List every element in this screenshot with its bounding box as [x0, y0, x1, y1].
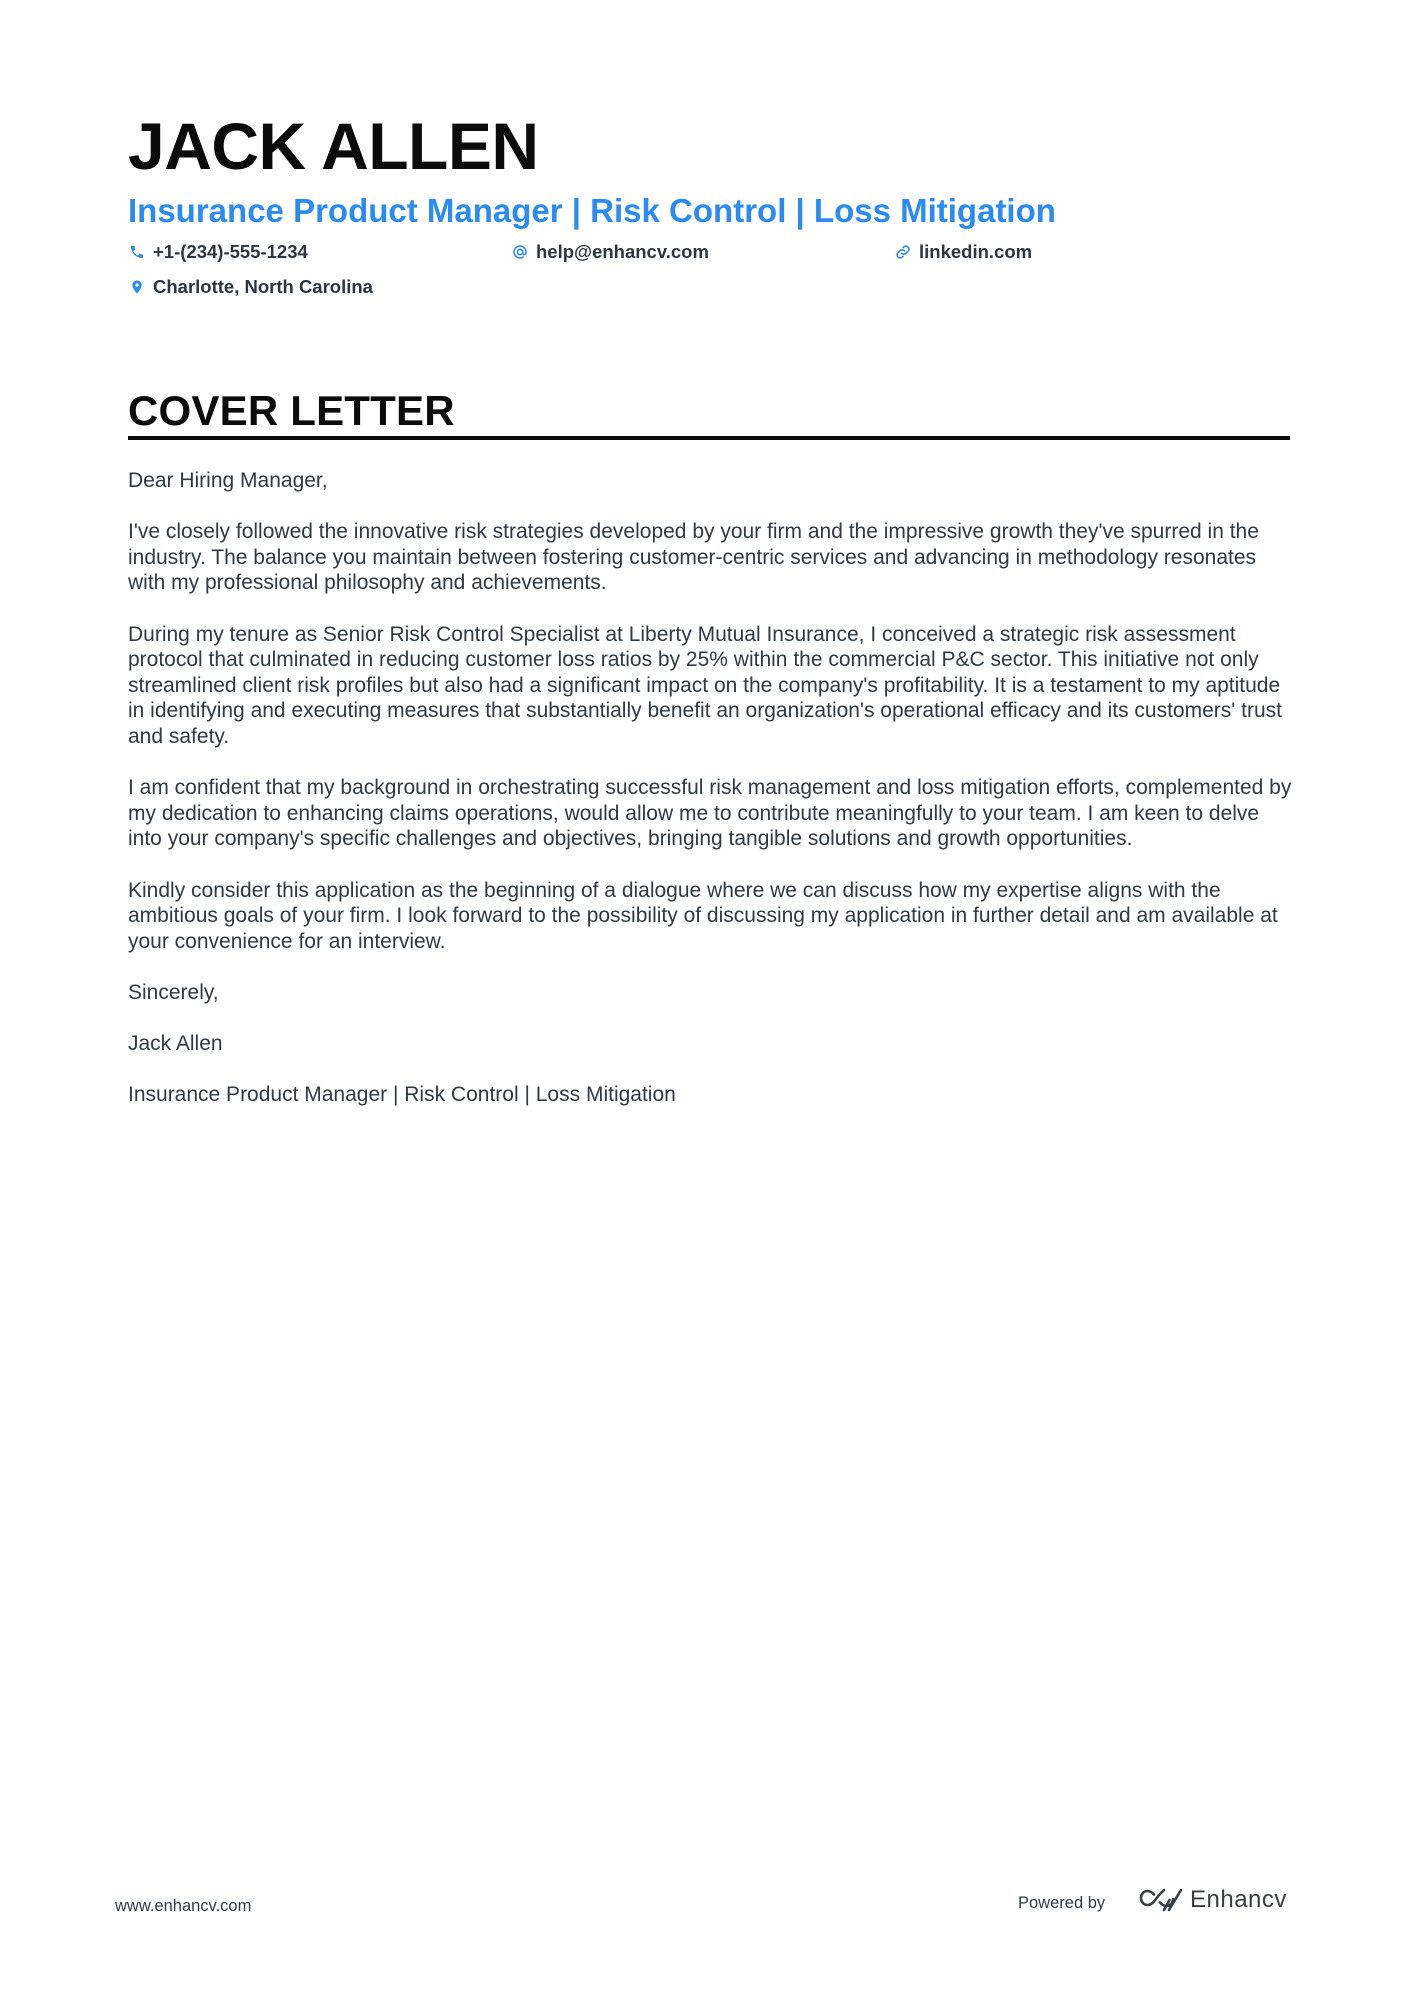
candidate-name: JACK ALLEN — [128, 109, 539, 183]
link-text: linkedin.com — [919, 241, 1033, 262]
closing: Sincerely, — [128, 980, 219, 1004]
footer-url[interactable]: www.enhancv.com — [115, 1897, 252, 1915]
contact-phone[interactable] — [128, 241, 308, 263]
salutation: Dear Hiring Manager, — [128, 469, 328, 492]
enhancv-logo-icon — [1138, 1887, 1184, 1913]
signature-name: Jack Allen — [128, 1032, 223, 1056]
letter-paragraph: I am confident that my background in orchestrating successful risk management and loss mitigation efforts, complemented by my dedication to enhancing claims operations, would allow me to contribute meaningfully to your team. I am keen to delve into your company's specific challenges and objectives, bringing tangible solutions and growth opportunities. — [128, 776, 1292, 851]
section-title: COVER LETTER — [128, 387, 455, 434]
phone-text: +1-(234)-555-1234 — [153, 241, 308, 262]
email-text: help@enhancv.com — [536, 241, 709, 262]
letter-paragraph: Kindly consider this application as the beginning of a dialogue where we can discuss how my expertise aligns with the ambitious goals of your firm. I look forward to the possibility of discussing my application in further detail and am available at your convenience for an interview. — [128, 878, 1278, 953]
candidate-headline: Insurance Product Manager | Risk Control | Loss Mitigation — [128, 192, 1056, 229]
contact-location — [128, 276, 373, 298]
section-divider — [128, 436, 1290, 440]
location-pin-icon — [128, 278, 146, 296]
letter-paragraph: During my tenure as Senior Risk Control Specialist at Liberty Mutual Insurance, I conceived a strategic risk assessment protocol that culminated in reducing customer loss ratios by 25% within the commercial P&C sector. This initiative not only streamlined client risk profiles but also had a significant impact on the company's profitability. It is a testament to my aptitude in identifying and executing measures that substantially benefit an organization's operational efficacy and its customers' trust and safety. — [128, 622, 1282, 748]
brand-logo[interactable] — [1138, 1886, 1287, 1914]
contact-email[interactable] — [511, 241, 709, 263]
letter-paragraph: I've closely followed the innovative risk strategies developed by your firm and the impressive growth they've spurred in the industry. The balance you maintain between fostering customer-centric services and advancing in methodology resonates with my professional philosophy and achievements. — [128, 520, 1259, 595]
location-text: Charlotte, North Carolina — [153, 276, 373, 297]
brand-name: Enhancv — [1190, 1886, 1287, 1913]
link-icon — [894, 243, 912, 261]
powered-by-label: Powered by — [1018, 1894, 1106, 1912]
contact-link[interactable] — [894, 241, 1032, 263]
signature-title: Insurance Product Manager | Risk Control | Loss Mitigation — [128, 1083, 676, 1107]
letter-body — [128, 468, 1296, 1133]
phone-icon — [128, 243, 146, 261]
at-icon — [511, 243, 529, 261]
